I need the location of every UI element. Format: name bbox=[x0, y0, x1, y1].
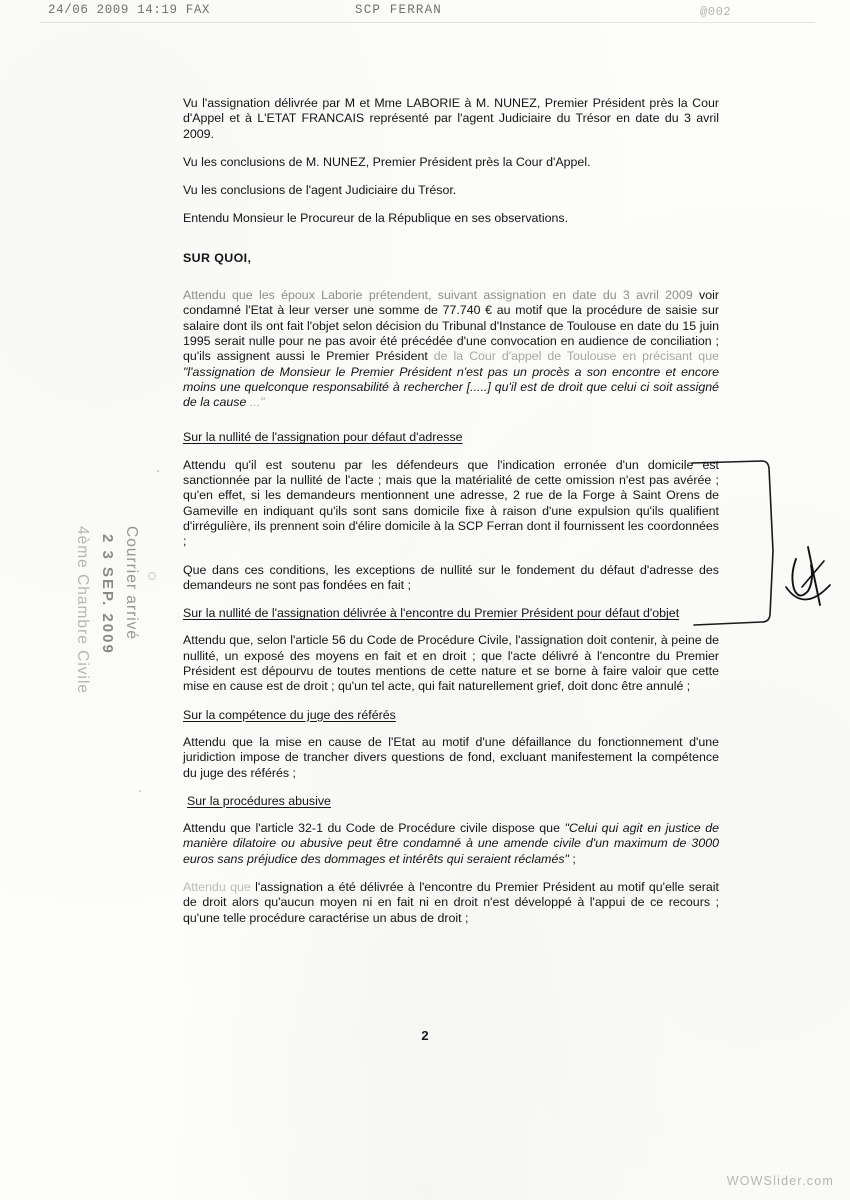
scan-speck bbox=[157, 470, 159, 472]
text-abus-de-droit: l'assignation a été délivrée à l'encontre du Premier Président au motif qu'elle serait de droit alors qu'aucun moyen ni en fait ni en droit n'est développé à l'appui de ce recours ; qu'une telle procédure caractérise un abus de droit ; bbox=[183, 879, 719, 925]
handwritten-initials-icon bbox=[786, 547, 830, 605]
paragraph-abus-de-droit bbox=[183, 880, 719, 926]
paragraph-nullite-adresse-1: Attendu qu'il est soutenu par les défendeurs que l'indication erronée d'un domicile est sanctionnée par la nullité de l'acte ; mais que la matérialité de cette omission n'est pas avérée ; qu'en effet, si les demandeurs mentionnent une adresse, 2 rue de la Forge à Saint Orens de Gameville en indiquant qu'ils sont sans domicile fixe à raison d'une expulsion qu'ils qualifient d'irrégulière, ils prennent soin d'élire domicile à la SCP Ferran dont il fournissent les coordonnées ; bbox=[183, 457, 719, 549]
arrival-stamp-line-date: 2 3 SEP. 2009 bbox=[99, 534, 116, 655]
paragraph-nullite-objet-1: Attendu que, selon l'article 56 du Code de Procédure Civile, l'assignation doit contenir, à peine de nullité, un exposé des moyens en fait et en droit ; que l'acte délivré à l'encontre du Premier Président est dépourvu de toutes mentions de cette nature et se borne à faire valoir que cette mise en cause est de droit ; qu'un tel acte, qui fait naturellement grief, doit donc être annulé ; bbox=[183, 633, 719, 694]
fax-timestamp: 24/06 2009 14:19 FAX bbox=[48, 3, 211, 17]
document-text-column bbox=[183, 96, 719, 939]
scan-speck bbox=[139, 790, 141, 792]
paragraph-vu-conclusions-nunez: Vu les conclusions de M. NUNEZ, Premier Président près la Cour d'Appel. bbox=[183, 154, 591, 169]
fax-header-strip bbox=[0, 0, 850, 24]
arrival-stamp bbox=[36, 520, 156, 780]
scan-speck bbox=[620, 668, 622, 670]
section-spacer-1 bbox=[183, 423, 719, 430]
paragraph-nullite-adresse-2: Que dans ces conditions, les exceptions de nullité sur le fondement du défaut d'adresse des demandeurs ne sont pas fondées en fait ; bbox=[183, 562, 719, 592]
page-number: 2 bbox=[421, 1028, 429, 1043]
fax-sender-name: SCP FERRAN bbox=[355, 3, 443, 17]
arrival-stamp-line-chamber: 4ème Chambre Civile bbox=[74, 526, 91, 695]
scan-speck bbox=[148, 572, 156, 580]
line-rest-attendu-epoux: voir condamné l'Etat à leur verser une somme de 77.740 € au motif que la procédure de saisie sur salaire dont ils ont fait l'objet selon décision du Tribunal d'Instance de Toulouse en date du 15 juin 1995 serait nulle pour ne pas avoir été précédée d'une convocation en audience de conciliation ; qu'ils assignent aussi le Premier Président bbox=[183, 288, 719, 364]
quote-premier-president: "l'assignation de Monsieur le Premier Président n'est pas un procès a son encontre et encore moins une quelconque responsabilité à rechercher [.....] qu'il est de droit que celui ci soit assigné de la cause bbox=[183, 364, 719, 410]
paragraph-vu-assignation: Vu l'assignation délivrée par M et Mme LABORIE à M. NUNEZ, Premier Président près la Cour d'Appel et à L'ETAT FRANCAIS représenté par l'agent Judiciaire du Trésor en date du 3 avril 2009. bbox=[183, 96, 719, 141]
paragraph-competence-referes-1: Attendu que la mise en cause de l'Etat au motif d'une défaillance du fonctionnement d'une juridiction impose de trancher divers questions de fond, excluant manifestement la compétence du juge des référés ; bbox=[183, 734, 719, 780]
paragraph-vu-conclusions-tresor: Vu les conclusions de l'agent Judiciaire du Trésor. bbox=[183, 183, 457, 198]
watermark-label: WOWSlider.com bbox=[726, 1174, 834, 1188]
fax-page-marker: @002 bbox=[700, 5, 732, 19]
section-heading-nullite-defaut-objet: Sur la nullité de l'assignation délivrée à l'encontre du Premier Président pour défaut d'objet bbox=[183, 606, 680, 621]
heading-sur-quoi: SUR QUOI, bbox=[183, 250, 252, 265]
paragraph-entendu-procureur: Entendu Monsieur le Procureur de la République en ses observations. bbox=[183, 211, 569, 226]
paragraph-attendu-epoux-laborie bbox=[183, 288, 719, 410]
lead-article-32-1: Attendu que l'article 32-1 du Code de Procédure civile dispose que bbox=[183, 821, 560, 836]
arrival-stamp-line-courrier: Courrier arrivé bbox=[123, 526, 140, 641]
scan-speck bbox=[318, 862, 320, 864]
section-heading-competence-juge-referes: Sur la compétence du juge des référés bbox=[183, 707, 396, 722]
quote-article-32-1: "Celui qui agit en justice de manière dilatoire ou abusive peut être condamné à une amende civile d'un maximum de 3000 euros sans préjudice des dommages et intérêts qui seraient réclamés" bbox=[183, 821, 720, 866]
faded-line-attendu-epoux: Attendu que les époux Laborie prétendent, suivant assignation en date du 3 avril 2009 bbox=[183, 288, 693, 303]
header-divider bbox=[40, 22, 815, 23]
section-heading-nullite-defaut-adresse: Sur la nullité de l'assignation pour défaut d'adresse bbox=[183, 430, 463, 445]
quote-tail-ellipsis: ..." bbox=[249, 395, 265, 410]
section-heading-procedure-abusive: Sur la procédures abusive bbox=[187, 793, 331, 808]
faded-line-cour-appel: de la Cour d'appel de Toulouse en précisant que bbox=[433, 349, 719, 364]
faded-lead-attendu-final: Attendu que bbox=[183, 879, 251, 894]
quote-tail-semicolon: ; bbox=[572, 851, 576, 866]
paragraph-article-32-1 bbox=[183, 821, 719, 867]
